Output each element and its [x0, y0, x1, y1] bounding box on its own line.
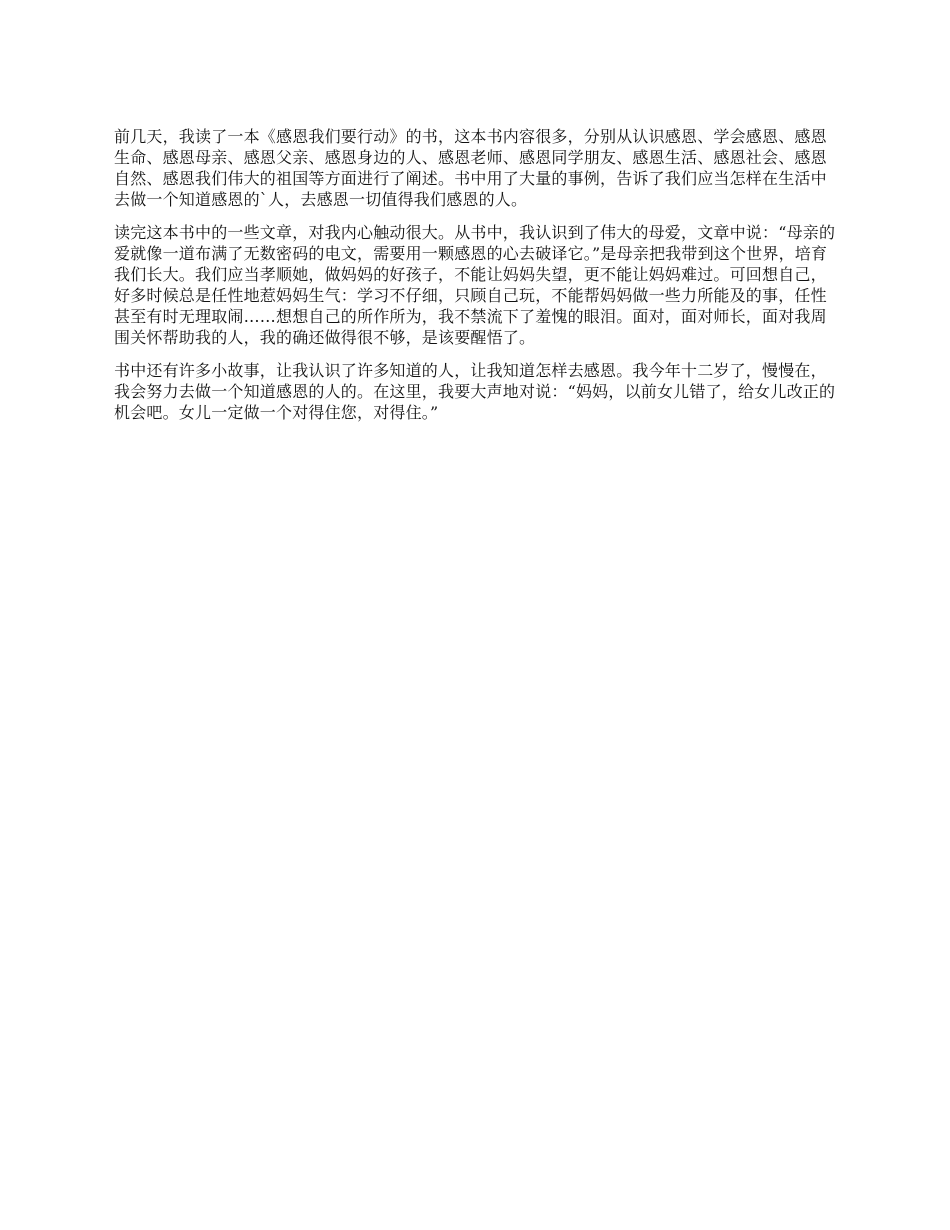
paragraph-1: 前几天，我读了一本《感恩我们要行动》的书，这本书内容很多，分别从认识感恩、学会感恩、感恩生命、感恩母亲、感恩父亲、感恩身边的人、感恩老师、感恩同学朋友、感恩生活、感恩社会、感恩自然、感恩我们伟大的祖国等方面进行了阐述。书中用了大量的事例，告诉了我们应当怎样在生活中去做一个知道感恩的`人，去感恩一切值得我们感恩的人。: [114, 127, 827, 209]
document-body: [114, 126, 838, 435]
paragraph-3: 书中还有许多小故事，让我认识了许多知道的人，让我知道怎样去感恩。我今年十二岁了，慢慢在，我会努力去做一个知道感恩的人的。在这里，我要大声地对说：“妈妈，以前女儿错了，给女儿改正的机会吧。女儿一定做一个对得住您，对得住。”: [114, 361, 836, 422]
paragraph-2: 读完这本书中的一些文章，对我内心触动很大。从书中，我认识到了伟大的母爱，文章中说：“母亲的爱就像一道布满了无数密码的电文，需要用一颗感恩的心去破译它。”是母亲把我带到这个世界，培育我们长大。我们应当孝顺她，做妈妈的好孩子，不能让妈妈失望，更不能让妈妈难过。可回想自己，好多时候总是任性地惹妈妈生气：学习不仔细，只顾自己玩，不能帮妈妈做一些力所能及的事，任性甚至有时无理取闹……想想自己的所作所为，我不禁流下了羞愧的眼泪。面对，面对师长，面对我周围关怀帮助我的人，我的确还做得很不够，是该要醒悟了。: [114, 223, 836, 347]
